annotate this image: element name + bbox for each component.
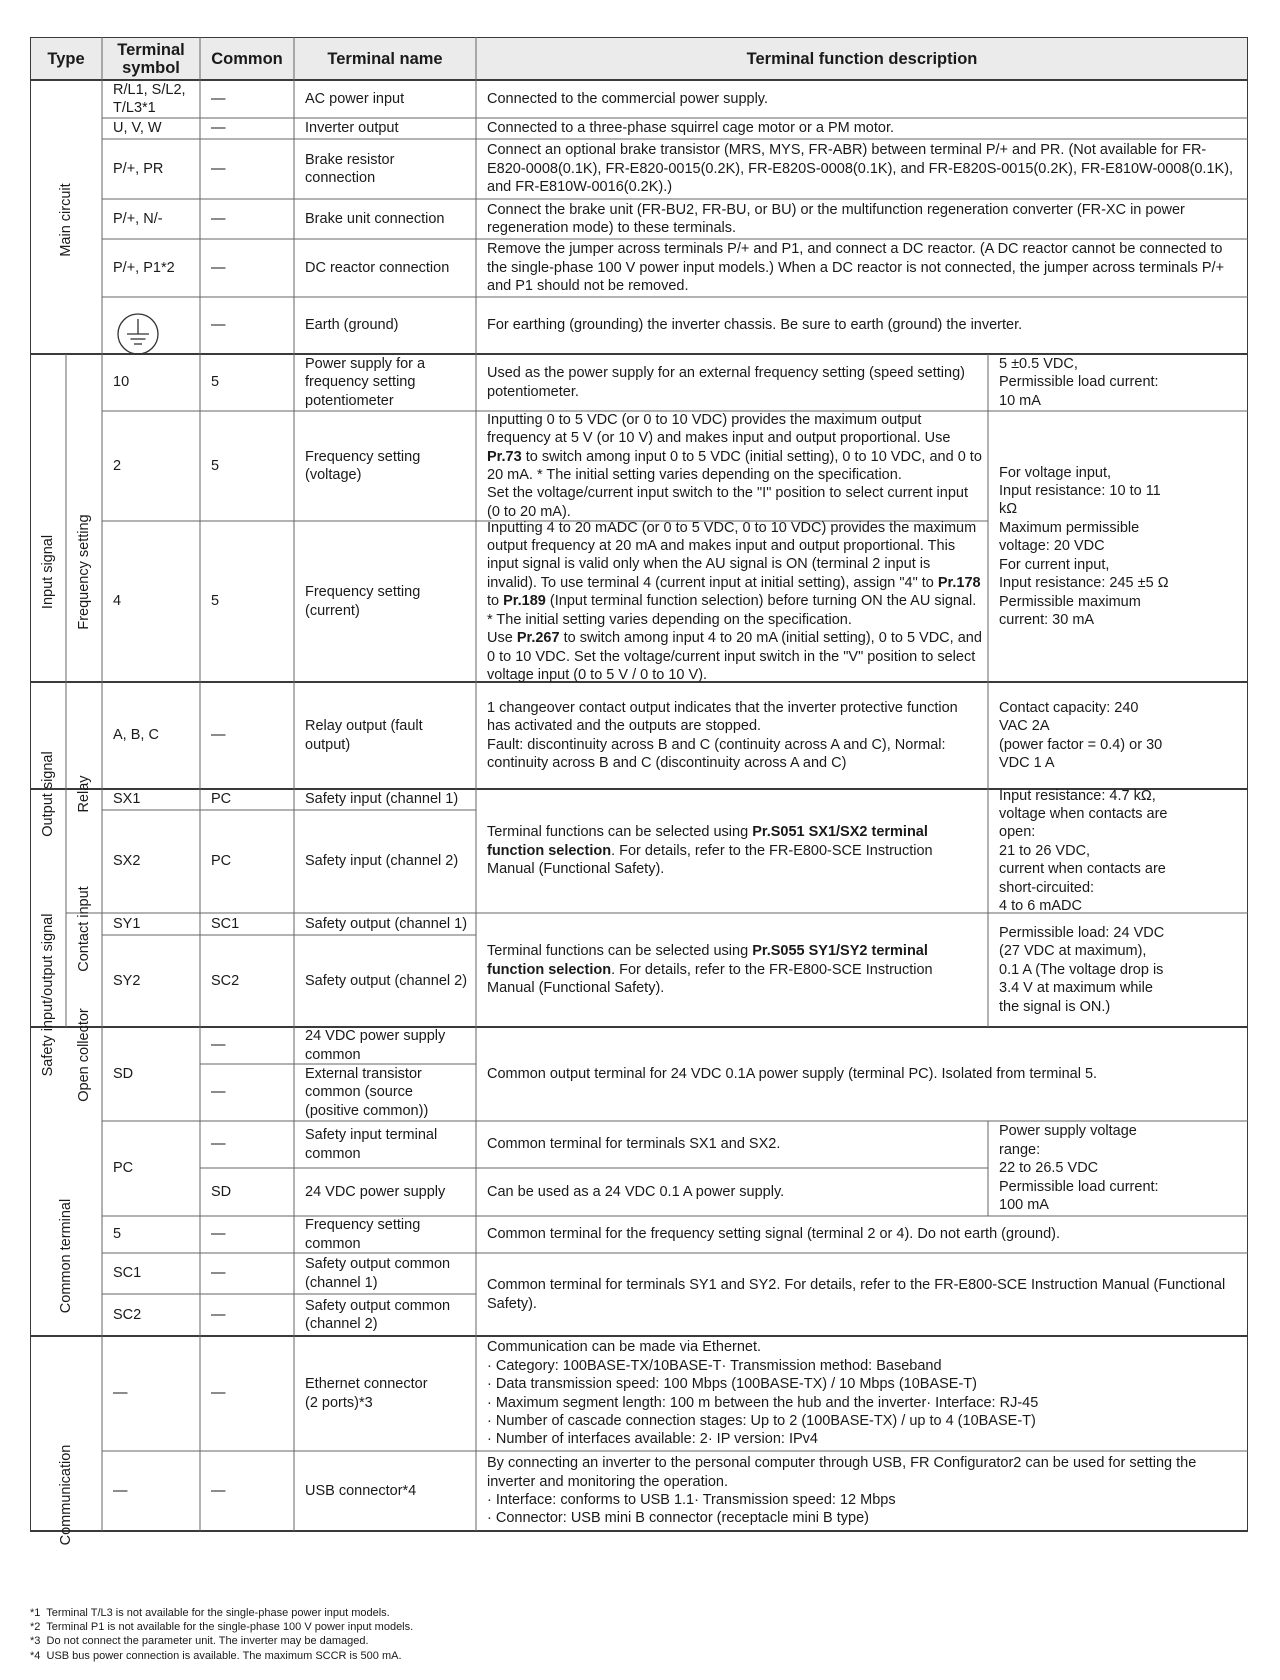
name-brake-unit: Brake unit connection: [305, 210, 445, 227]
header-function-description: Terminal function description: [746, 49, 978, 68]
common-pc-1: —: [211, 1136, 226, 1153]
common-sd-1: —: [211, 1037, 226, 1054]
name-inverter-output: Inverter output: [305, 120, 399, 137]
common-pc-2: SD: [211, 1183, 232, 1200]
symbol-sc1: SC1: [113, 1265, 142, 1282]
name-terminal-5: Frequency setting common: [305, 1217, 421, 1252]
common-sc2: —: [211, 1306, 226, 1323]
desc-safety-input: Terminal functions can be selected using Pr.S051 SX1/SX2 terminal function selection. For details, refer to the FR-E800-SCE Instruction Manual (Functional Safety).: [487, 824, 933, 878]
desc-dc-reactor: Remove the jumper across terminals P/+ and P1, and connect a DC reactor. (A DC reactor cannot be connected to the single-phase 100 V power input models.) When a DC reactor is not connected, the jumper across terminals P/+ and P1 should not be removed.: [487, 241, 1225, 295]
desc-safety-output: Terminal functions can be selected using Pr.S055 SY1/SY2 terminal function selection. For details, refer to the FR-E800-SCE Instruction Manual (Functional Safety).: [487, 943, 933, 997]
common-sy1: SC1: [211, 915, 240, 932]
name-terminal-2: Frequency setting (voltage): [305, 448, 421, 483]
common-inverter-output: —: [211, 120, 226, 137]
spec-safety-input: Input resistance: 4.7 kΩ, voltage when contacts are open: 21 to 26 VDC, current when contacts are short-circuited: 4 to 6 mADC: [999, 789, 1168, 913]
common-ethernet: —: [211, 1385, 226, 1402]
header-common: Common: [211, 49, 283, 68]
name-pc-2: 24 VDC power supply: [305, 1183, 446, 1200]
name-relay: Relay output (fault output): [305, 718, 423, 753]
name-dc-reactor: DC reactor connection: [305, 259, 450, 276]
footnotes: [30, 1606, 1248, 1663]
symbol-brake-resistor: P/+, PR: [113, 160, 164, 177]
name-sd-1: 24 VDC power supply common: [305, 1028, 446, 1063]
common-ac-power: —: [211, 90, 226, 107]
spec-frequency-setting: For voltage input, Input resistance: 10 to 11 kΩ Maximum permissible voltage: 20 VDC For current input, Input resistance: 245 ±5 Ω Permissible maximum current: 30 mA: [999, 464, 1169, 628]
symbol-sc2: SC2: [113, 1306, 142, 1323]
symbol-ethernet: —: [113, 1385, 128, 1402]
desc-terminal-5: Common terminal for the frequency setting signal (terminal 2 or 4). Do not earth (ground).: [487, 1226, 1061, 1243]
name-pc-1: Safety input terminal common: [305, 1127, 438, 1162]
common-usb: —: [211, 1482, 226, 1499]
earth-ground-icon: [116, 312, 160, 356]
desc-usb: By connecting an inverter to the personal computer through USB, FR Configurator2 can be used for setting the inverter and monitoring the operation. · Interface: conforms to USB 1.1· Transmission speed: 12 Mbps · Connector: USB mini B connector (receptacle mini B type): [487, 1455, 1197, 1527]
symbol-sy2: SY2: [113, 972, 141, 989]
desc-ac-power: Connected to the commercial power supply.: [487, 90, 769, 107]
desc-ethernet: Communication can be made via Ethernet. · Category: 100BASE-TX/10BASE-T· Transmission method: Baseband · Data transmission speed: 100 Mbps (100BASE-TX) / 10 Mbps (10BASE-T) · Maximum segment length: 100 m between the hub and the inverter· Interface: RJ-45 · Number of cascade connection stages: Up to 2 (100BASE-TX) / up to 4 (10BASE-T) · Number of interfaces available: 2· IP version: IPv4: [487, 1339, 1039, 1448]
symbol-sx2: SX2: [113, 853, 141, 870]
terminal-spec-sheet: Type Terminal symbol Common Terminal name Terminal function description Main circuit Input signal Frequency setting Output signal Relay Safety input/output signal Contact input Open collector Common terminal Communication R/L1, S/L2, T/L3*1 — AC power input Connected to the commercial power supply. U, V, W — Inverter output Connected to a three-phase squirrel cage motor or a PM motor. P/+, PR — Brake resistor connection Connect an optional brake transistor (MRS, MYS, FR-ABR) between terminal P/+ and PR. (Not available for FR-E820-0008(0.1K), FR-E820-0015(0.2K), FR-E820S-0008(0.1K), and FR-E820S-0015(0.2K), FR-E810W-0008(0.1K), and FR-E810W-0016(0.2K).) P/+, N/- — Brake unit connection Connect the brake unit (FR-BU2, FR-BU, or BU) or the multifunction regeneration converter (FR-XC in power regeneration mode) to these terminals. P/+, P1*2 — DC reactor connection Remove the jumper across terminals P/+ and P1, and connect a DC reactor. (A DC reactor cannot be connected to the single-phase 100 V power input models.) When a DC reactor is not connected, the jumper across terminals P/+ and P1 should not be removed. — Earth (ground) For earthing (grounding) the inverter chassis. Be sure to earth (ground) the inverter. 10 5 Power supply for a frequency setting potentiometer Used as the power supply for an external frequency setting (speed setting) potentiometer. 5 ±0.5 VDC, Permissible load current: 10 mA 2 5 Frequency setting (voltage) Inputting 0 to 5 VDC (or 0 to 10 VDC) provides the maximum output frequency at 5 V (or 10 V) and makes input and output proportional. Use Pr.73 to switch among input 0 to 5 VDC (initial setting), 0 to 10 VDC, and 0 to 20 mA. * The initial setting varies depending on the specification. Set the voltage/current input switch to the "I" position to select current input (0 to 20 mA). 4 5 Frequency setting (current) Inputting 4 to 20 mADC (or 0 to 5 VDC, 0 to 10 VDC) provides the maximum output frequency at 20 mA and makes input and output proportional. This input signal is valid only when the AU signal is ON (terminal 2 input is invalid). To use terminal 4 (current input at initial setting), assign "4" to Pr.178 to Pr.189 (Input terminal function selection) before turning ON the AU signal. * The initial setting varies depending on the specification. Use Pr.267 to switch among input 4 to 20 mA (initial setting), 0 to 5 VDC, and 0 to 10 VDC. Set the voltage/current input switch in the "V" position to select voltage input (0 to 5 V / 0 to 10 V). For voltage input, Input resistance: 10 to 11 kΩ Maximum permissible voltage: 20 VDC For current input, Input resistance: 245 ±5 Ω Permissible maximum current: 30 mA A, B, C — Relay output (fault output) 1 changeover contact output indicates that the inverter protective function has activated and the outputs are stopped. Fault: discontinuity across B and C (continuity across A and C), Normal: continuity across B and C (discontinuity across A and C) Contact capacity: 240 VAC 2A (power factor = 0.4) or 30 VDC 1 A SX1 PC Safety input (channel 1) SX2 PC Safety input (channel 2) Terminal functions can be selected using Pr.S051 SX1/SX2 terminal function selection. For details, refer to the FR-E800-SCE Instruction Manual (Functional Safety). Input resistance: 4.7 kΩ, voltage when contacts are open: 21 to 26 VDC, current when contacts are short-circuited: 4 to 6 mADC SY1 SC1 Safety output (channel 1) SY2 SC2 Safety output (channel 2) Terminal functions can be selected using Pr.S055 SY1/SY2 terminal function selection. For details, refer to the FR-E800-SCE Instruction Manual (Functional Safety). Permissible load: 24 VDC (27 VDC at maximum), 0.1 A (The voltage drop is 3.4 V at maximum while the signal is ON.) SD — 24 VDC power supply common — External transistor common (source (positive common)) Common output terminal for 24 VDC 0.1A power supply (terminal PC). Isolated from terminal 5. PC — Safety input terminal common Common terminal for terminals SX1 and SX2. SD 24 VDC power supply Can be used as a 24 VDC 0.1 A power supply. Power supply voltage range: 22 to 26.5 VDC Permissible load current: 100 mA 5 — Frequency setting common Common terminal for the frequency setting signal (terminal 2 or 4). Do not earth (ground). SC1 — Safety output common (channel 1) SC2 — Safety output common (channel 2) Common terminal for terminals SY1 and SY2. For details, refer to the FR-E800-SCE Instruction Manual (Functional Safety). — — Ethernet connector (2 ports)*3 Communication can be made via Ethernet. · Category: 100BASE-TX/10BASE-T· Transmission method: Baseband · Data transmission speed: 100 Mbps (100BASE-TX) / 10 Mbps (10BASE-T) · Maximum segment length: 100 m between the hub and the inverter· Interface: RJ-45 · Number of cascade connection stages: Up to 2 (100BASE-TX) / up to 4 (10BASE-T) · Number of interfaces available: 2· IP version: IPv4 — — USB connector*4 By connecting an inverter to the personal computer through USB, FR Configurator2 can be used for setting the inverter and monitoring the operation. · Interface: conforms to USB 1.1· Transmission speed: 12 Mbps · Connector: USB mini B connector (receptacle mini B type): [30, 37, 1248, 1597]
name-usb: USB connector*4: [305, 1482, 417, 1499]
desc-inverter-output: Connected to a three-phase squirrel cage motor or a PM motor.: [487, 120, 895, 137]
common-brake-unit: —: [211, 210, 226, 227]
symbol-terminal-4: 4: [113, 593, 122, 610]
name-sx2: Safety input (channel 2): [305, 853, 459, 870]
symbol-ac-power: R/L1, S/L2, T/L3*1: [113, 81, 186, 116]
name-terminal-4: Frequency setting (current): [305, 584, 421, 619]
common-brake-resistor: —: [211, 160, 226, 177]
common-sc1: —: [211, 1265, 226, 1282]
name-sy2: Safety output (channel 2): [305, 972, 468, 989]
spec-terminal-10: 5 ±0.5 VDC, Permissible load current: 10 mA: [999, 355, 1159, 409]
desc-terminal-2: Inputting 0 to 5 VDC (or 0 to 10 VDC) provides the maximum output frequency at 5 V (or 10 V) and makes input and output proportional. Use Pr.73 to switch among input 0 to 5 VDC (initial setting), 0 to 10 VDC, and 0 to 20 mA. * The initial setting varies depending on the specification. Set the voltage/current input switch to the "I" position to select current input (0 to 20 mA).: [487, 411, 982, 520]
name-sc2: Safety output common (channel 2): [305, 1297, 451, 1332]
spec-safety-output: Permissible load: 24 VDC (27 VDC at maximum), 0.1 A (The voltage drop is 3.4 V at maximum while the signal is ON.): [999, 924, 1165, 1015]
spec-pc: Power supply voltage range: 22 to 26.5 VDC Permissible load current: 100 mA: [999, 1123, 1159, 1214]
common-terminal-10: 5: [211, 374, 220, 391]
desc-earth: For earthing (grounding) the inverter chassis. Be sure to earth (ground) the inverter.: [487, 317, 1023, 334]
desc-sd: Common output terminal for 24 VDC 0.1A power supply (terminal PC). Isolated from terminal 5.: [487, 1065, 1098, 1082]
name-ethernet: Ethernet connector (2 ports)*3: [305, 1376, 428, 1411]
common-terminal-2: 5: [211, 457, 220, 474]
common-sx2: PC: [211, 853, 232, 870]
symbol-terminal-2: 2: [113, 457, 122, 474]
header-type: Type: [47, 49, 85, 68]
common-sd-2: —: [211, 1084, 226, 1101]
symbol-sx1: SX1: [113, 791, 141, 808]
desc-terminal-4: Inputting 4 to 20 mADC (or 0 to 5 VDC, 0 to 10 VDC) provides the maximum output frequency at 20 mA and makes input and output proportional. This input signal is valid only when the AU signal is ON (terminal 2 input is invalid). To use terminal 4 (current input at initial setting), assign "4" to Pr.178 to Pr.189 (Input terminal function selection) before turning ON the AU signal. * The initial setting varies depending on the specification. Use Pr.267 to switch among input 4 to 20 mA (initial setting), 0 to 5 VDC, and 0 to 10 VDC. Set the voltage/current input switch in the "V" position to select voltage input (0 to 5 V / 0 to 10 V).: [487, 521, 982, 682]
header-terminal-name: Terminal name: [327, 49, 443, 68]
name-terminal-10: Power supply for a frequency setting potentiometer: [305, 355, 426, 409]
symbol-inverter-output: U, V, W: [113, 120, 162, 137]
footnote-2: *2 Terminal P1 is not available for the single-phase 100 V power input models.: [30, 1621, 414, 1634]
name-ac-power: AC power input: [305, 90, 405, 107]
desc-brake-resistor: Connect an optional brake transistor (MRS, MYS, FR-ABR) between terminal P/+ and PR. (Not available for FR-E820-0008(0.1K), FR-E820-0015(0.2K), FR-E820S-0008(0.1K), and FR-E820S-0015(0.2K), FR-E810W-0008(0.1K), and FR-E810W-0016(0.2K).): [487, 142, 1234, 196]
name-sd-2: External transistor common (source (positive common)): [305, 1065, 429, 1119]
spec-relay: Contact capacity: 240 VAC 2A (power factor = 0.4) or 30 VDC 1 A: [999, 699, 1163, 771]
name-earth: Earth (ground): [305, 317, 399, 334]
common-relay: —: [211, 727, 226, 744]
desc-safety-output-common: Common terminal for terminals SY1 and SY2. For details, refer to the FR-E800-SCE Instruction Manual (Functional Safety).: [487, 1277, 1226, 1312]
common-dc-reactor: —: [211, 259, 226, 276]
name-sx1: Safety input (channel 1): [305, 791, 459, 808]
common-terminal-5: —: [211, 1226, 226, 1243]
common-sy2: SC2: [211, 972, 240, 989]
symbol-pc: PC: [113, 1160, 134, 1177]
symbol-sd: SD: [113, 1065, 134, 1082]
symbol-brake-unit: P/+, N/-: [113, 210, 163, 227]
symbol-relay: A, B, C: [113, 727, 159, 744]
common-earth: —: [211, 317, 226, 334]
symbol-terminal-5: 5: [113, 1226, 122, 1243]
desc-brake-unit: Connect the brake unit (FR-BU2, FR-BU, or BU) or the multifunction regeneration converter (FR-XC in power regeneration mode) to these terminals.: [487, 201, 1185, 236]
symbol-usb: —: [113, 1482, 128, 1499]
name-sc1: Safety output common (channel 1): [305, 1256, 451, 1291]
symbol-sy1: SY1: [113, 915, 141, 932]
symbol-dc-reactor: P/+, P1*2: [113, 259, 175, 276]
footnote-4: *4 USB bus power connection is available. The maximum SCCR is 500 mA.: [30, 1649, 402, 1662]
common-sx1: PC: [211, 791, 232, 808]
desc-pc-1: Common terminal for terminals SX1 and SX2.: [487, 1136, 781, 1153]
common-terminal-4: 5: [211, 593, 220, 610]
desc-terminal-10: Used as the power supply for an external frequency setting (speed setting) potentiometer.: [487, 365, 965, 400]
desc-relay: 1 changeover contact output indicates that the inverter protective function has activated and the outputs are stopped. Fault: discontinuity across B and C (continuity across A and C), Normal: continuity across B and C (discontinuity across A and C): [487, 699, 958, 771]
desc-pc-2: Can be used as a 24 VDC 0.1 A power supply.: [487, 1183, 785, 1200]
footnote-3: *3 Do not connect the parameter unit. The inverter may be damaged.: [30, 1635, 369, 1648]
symbol-terminal-10: 10: [113, 374, 130, 391]
header-terminal-symbol: Terminal symbol: [117, 40, 185, 77]
name-sy1: Safety output (channel 1): [305, 915, 468, 932]
name-brake-resistor: Brake resistor connection: [305, 151, 395, 186]
footnote-1: *1 Terminal T/L3 is not available for the single-phase power input models.: [30, 1607, 390, 1619]
